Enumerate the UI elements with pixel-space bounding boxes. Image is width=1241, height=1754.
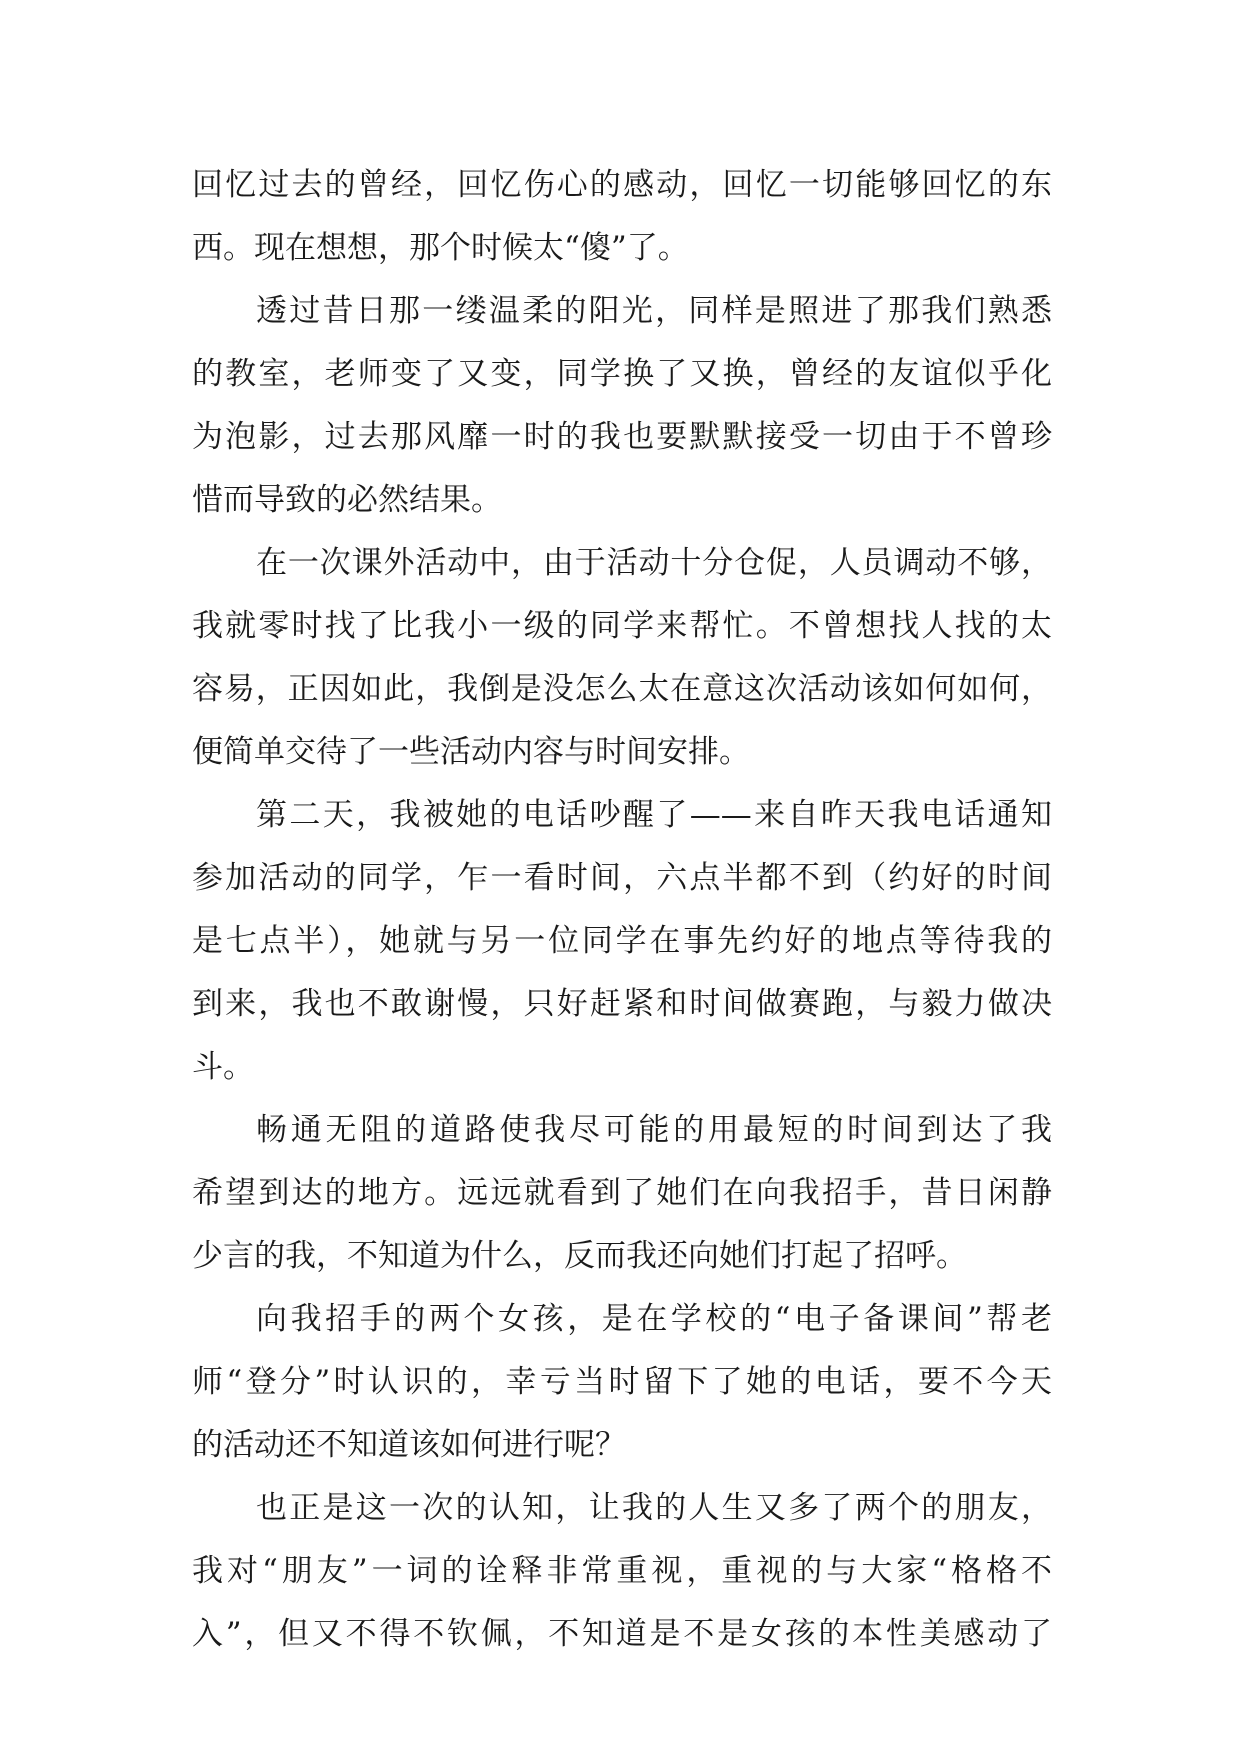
text-line: 我就零时找了比我小一级的同学来帮忙。不曾想找人找的太 [192,608,1052,644]
text-line: 第二天，我被她的电话吵醒了——来自昨天我电话通知 [256,797,1052,833]
text-line: 透过昔日那一缕温柔的阳光，同样是照进了那我们熟悉 [256,293,1052,329]
text-line: 惜而导致的必然结果。 [192,482,502,518]
text-line: 参加活动的同学，乍一看时间，六点半都不到（约好的时间 [192,860,1052,896]
text-line: 的教室，老师变了又变，同学换了又换，曾经的友谊似乎化 [192,356,1052,392]
text-line: 容易，正因如此，我倒是没怎么太在意这次活动该如何如何， [192,671,1052,707]
text-line: 的活动还不知道该如何进行呢？ [192,1427,626,1463]
text-line: 少言的我，不知道为什么，反而我还向她们打起了招呼。 [192,1238,967,1274]
text-line: 畅通无阻的道路使我尽可能的用最短的时间到达了我 [256,1112,1052,1148]
text-line: 到来，我也不敢谢慢，只好赶紧和时间做赛跑，与毅力做决 [192,986,1052,1022]
document-body [192,154,1052,1666]
text-line: 西。现在想想，那个时候太“傻”了。 [192,230,689,266]
text-line: 为泡影，过去那风靡一时的我也要默默接受一切由于不曾珍 [192,419,1052,455]
text-line: 便简单交待了一些活动内容与时间安排。 [192,734,750,770]
text-line: 在一次课外活动中，由于活动十分仓促，人员调动不够， [256,545,1052,581]
text-line: 向我招手的两个女孩，是在学校的“电子备课间”帮老 [256,1301,1052,1337]
text-line: 希望到达的地方。远远就看到了她们在向我招手，昔日闲静 [192,1175,1052,1211]
text-line: 入”，但又不得不钦佩，不知道是不是女孩的本性美感动了 [192,1616,1052,1652]
text-line: 也正是这一次的认知，让我的人生又多了两个的朋友， [256,1490,1052,1526]
text-line: 是七点半），她就与另一位同学在事先约好的地点等待我的 [192,923,1052,959]
text-line: 斗。 [192,1049,254,1085]
text-line: 回忆过去的曾经，回忆伤心的感动，回忆一切能够回忆的东 [192,167,1052,203]
text-line: 师“登分”时认识的，幸亏当时留下了她的电话，要不今天 [192,1364,1052,1400]
text-line: 我对“朋友”一词的诠释非常重视，重视的与大家“格格不 [192,1553,1052,1589]
